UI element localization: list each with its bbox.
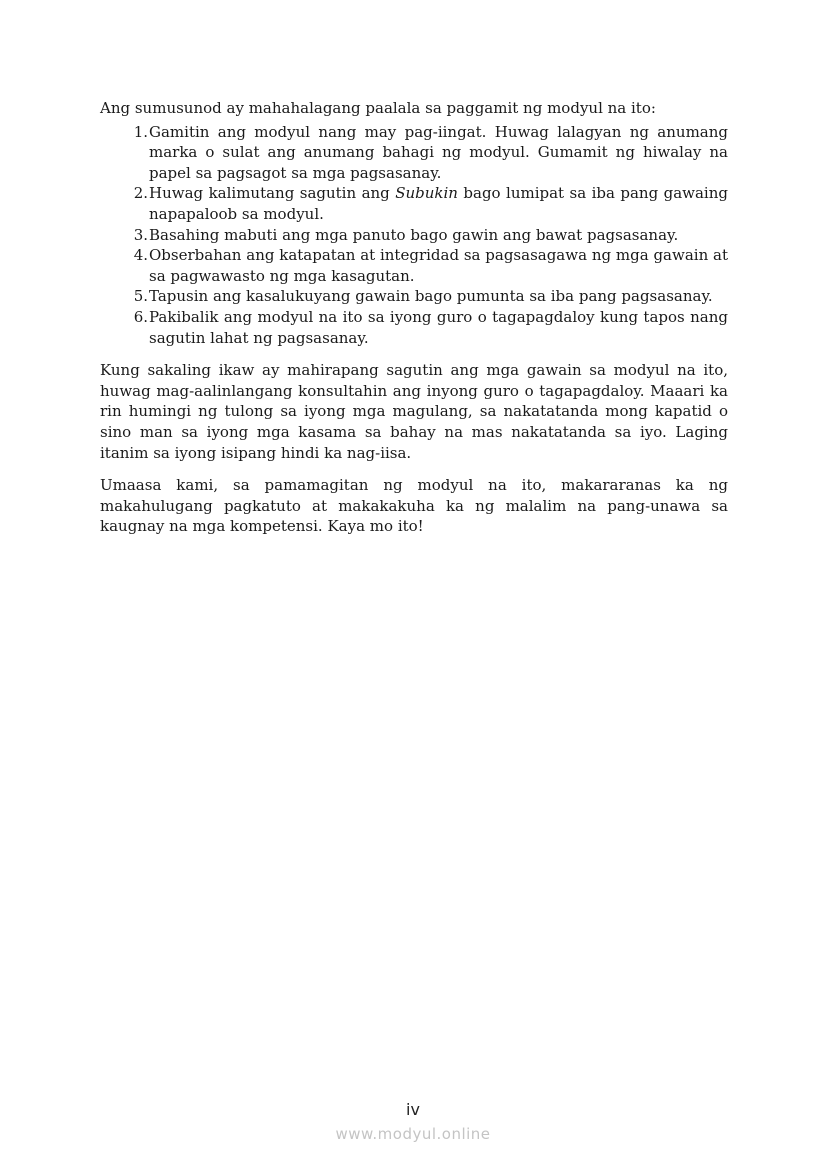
- list-item: [100, 286, 728, 307]
- list-number: 2.: [133, 184, 148, 203]
- document-body: [100, 98, 728, 537]
- emphasis-subukin: Subukin: [395, 184, 458, 203]
- list-text: Basahing mabuti ang mga panuto bago gawin ang bawat pagsasanay.: [149, 225, 679, 244]
- page-number: iv: [406, 1100, 420, 1119]
- list-item: [100, 307, 728, 348]
- list-text: Obserbahan ang katapatan at integridad sa pagsasagawa ng mga gawain at sa pagwawasto ng mga kasagutan.: [149, 246, 728, 285]
- list-item: [100, 183, 728, 224]
- list-text: [149, 183, 728, 224]
- closing-paragraph: Umaasa kami, sa pamamagitan ng modyul na ito, makararanas ka ng makahulugang pagkatuto at makakakuha ka ng malalim na pang-unawa sa kaugnay na mga kompetensi. Kaya mo ito!: [100, 476, 728, 536]
- watermark: www.modyul.online: [335, 1125, 491, 1143]
- list-item: [100, 245, 728, 286]
- list-item: [100, 225, 728, 246]
- list-text-part: Huwag kalimutang sagutin ang: [149, 184, 396, 203]
- list-item: [100, 122, 728, 184]
- list-number: 3.: [133, 225, 148, 244]
- list-number: 4.: [133, 246, 148, 265]
- list-number: 6.: [133, 307, 148, 326]
- list-number: 1.: [133, 122, 148, 141]
- help-paragraph: Kung sakaling ikaw ay mahirapang sagutin ang mga gawain sa modyul na ito, huwag mag-aalinlangang konsultahin ang inyong guro o tagapagdaloy. Maaari ka rin humingi ng tulong sa iyong mga magulang, sa nakatatanda mong kapatid o sino man sa iyong mga kasama sa bahay na mas nakatatanda sa iyo. Laging itanim sa iyong isipang hindi ka nag-iisa.: [100, 361, 728, 462]
- list-text: Gamitin ang modyul nang may pag-iingat. Huwag lalagyan ng anumang marka o sulat ang anumang bahagi ng modyul. Gumamit ng hiwalay na papel sa pagsagot sa mga pagsasanay.: [149, 122, 728, 182]
- list-text: Pakibalik ang modyul na ito sa iyong guro o tagapagdaloy kung tapos nang sagutin lahat ng pagsasanay.: [149, 307, 728, 347]
- intro-line: Ang sumusunod ay mahahalagang paalala sa paggamit ng modyul na ito:: [100, 99, 656, 117]
- reminder-list: [100, 122, 728, 349]
- list-text-part: bago lumipat sa iba pang gawaing napapaloob sa modyul.: [149, 184, 728, 223]
- list-text: Tapusin ang kasalukuyang gawain bago pumunta sa iba pang pagsasanay.: [149, 287, 713, 306]
- list-number: 5.: [133, 287, 148, 306]
